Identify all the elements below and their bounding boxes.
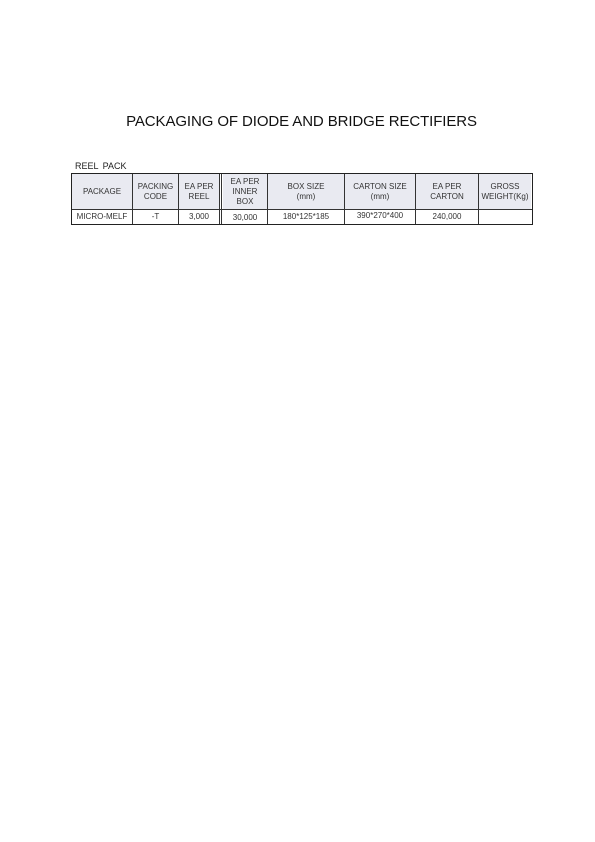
column-divider	[415, 174, 416, 224]
header-label: GROSS WEIGHT(Kg)	[481, 182, 529, 201]
header-ea-per-carton	[416, 174, 478, 210]
header-ea-per-inner-box	[223, 174, 267, 210]
cell-carton-size: 390*270*400	[356, 211, 404, 220]
header-ea-per-reel	[179, 174, 219, 210]
cell-ea-per-reel: 3,000	[188, 212, 210, 221]
cell-box-size: 180*125*185	[282, 212, 330, 221]
cell-packing-code: -T	[151, 212, 160, 221]
packaging-table	[71, 173, 533, 225]
header-label: EA PER INNER BOX	[230, 177, 260, 206]
cell-ea-per-carton: 240,000	[432, 212, 462, 221]
header-label: EA PER CARTON	[430, 182, 464, 201]
column-divider	[219, 174, 222, 224]
cell-ea-per-inner-box: 30,000	[232, 213, 258, 222]
page-title: PACKAGING OF DIODE AND BRIDGE RECTIFIERS	[126, 113, 477, 130]
section-label: REEL PACK	[75, 161, 127, 171]
header-carton-size	[345, 174, 415, 210]
header-label: PACKING CODE	[137, 182, 174, 201]
header-package	[72, 174, 132, 210]
header-divider	[72, 209, 532, 210]
column-divider	[344, 174, 345, 224]
header-label: BOX SIZE (mm)	[287, 182, 325, 201]
header-box-size	[268, 174, 344, 210]
cell-gross-weight	[479, 211, 531, 223]
header-label: CARTON SIZE (mm)	[353, 182, 407, 201]
header-gross-weight	[479, 174, 531, 210]
header-label: EA PER REEL	[184, 182, 214, 201]
column-divider	[178, 174, 179, 224]
header-label: PACKAGE	[82, 187, 122, 196]
column-divider	[267, 174, 268, 224]
header-packing-code	[133, 174, 178, 210]
column-divider	[478, 174, 479, 224]
cell-package: MICRO-MELF	[76, 212, 128, 221]
column-divider	[132, 174, 133, 224]
